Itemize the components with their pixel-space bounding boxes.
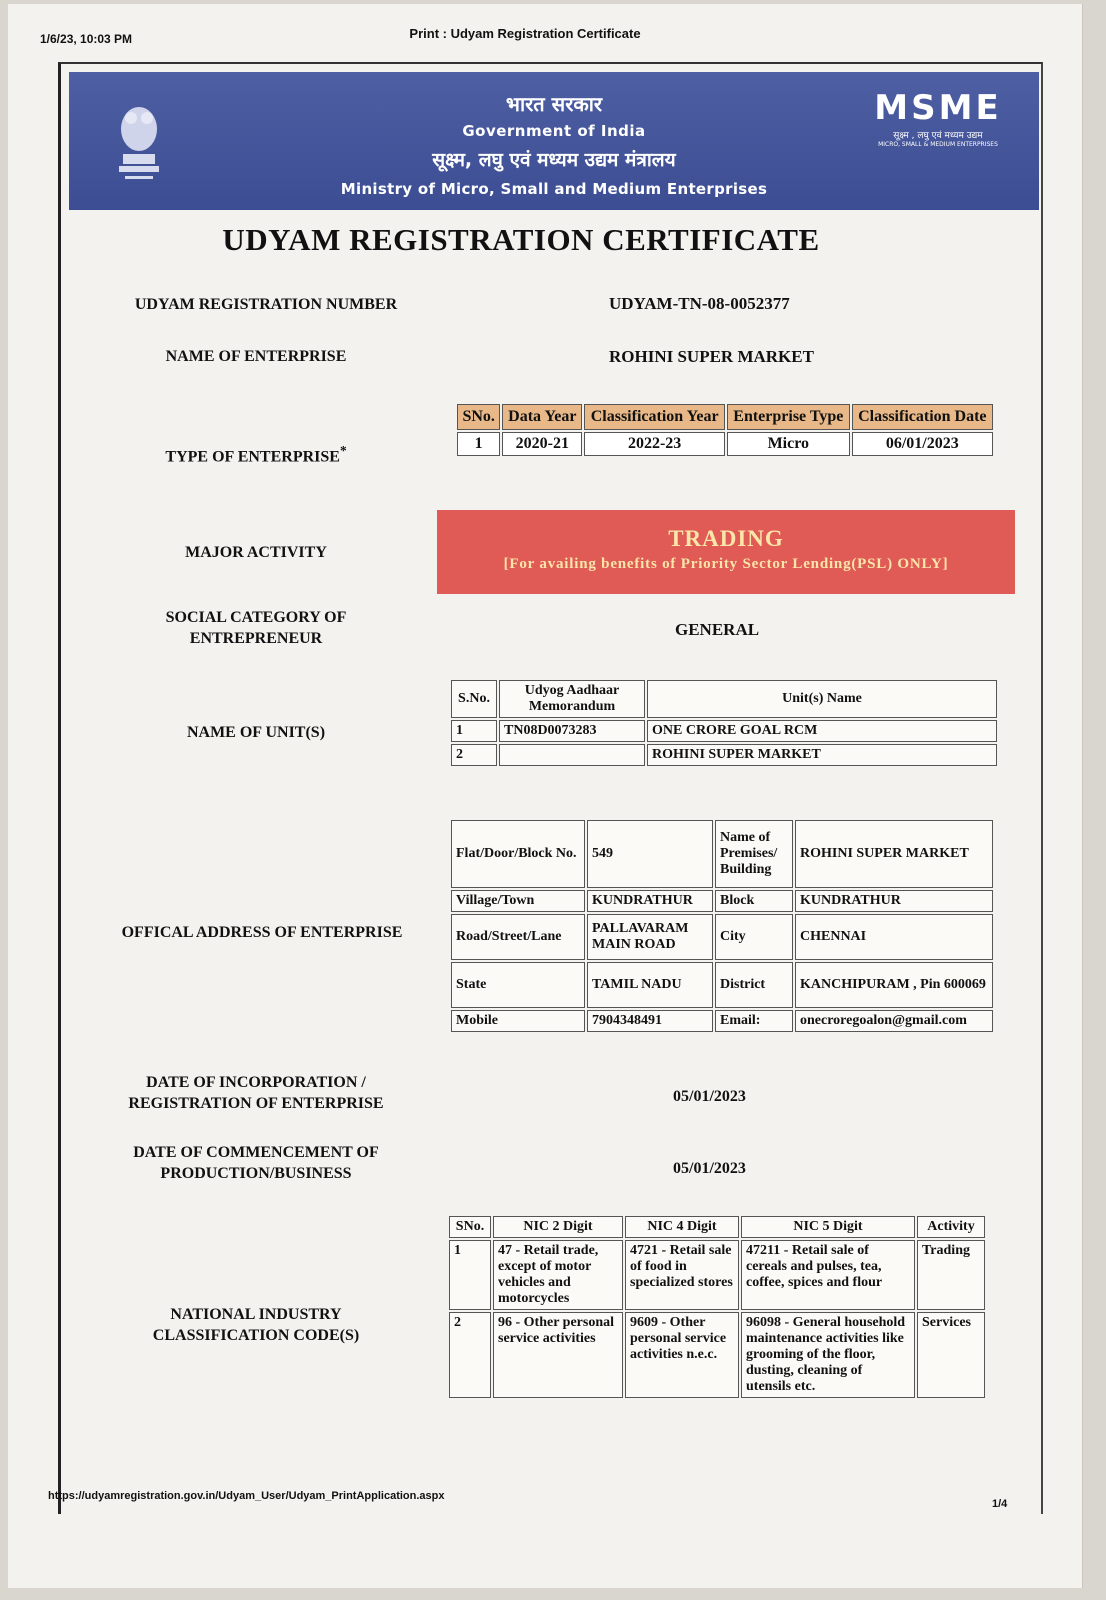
enterprise-name-value: ROHINI SUPER MARKET — [609, 347, 814, 366]
village-value: KUNDRATHUR — [587, 890, 713, 912]
table-row — [451, 720, 997, 742]
type-header-sno: SNo. — [457, 404, 500, 430]
incorporation-date: 05/01/2023 — [673, 1088, 746, 1105]
reg-number-label: UDYAM REGISTRATION NUMBER — [134, 296, 398, 313]
nic-header-sno: SNo. — [449, 1216, 491, 1238]
incorporation-label-line1: DATE OF INCORPORATION / — [146, 1074, 366, 1091]
msme-logo-hindi: सूक्ष्म , लघु एवं मध्यम उद्यम — [893, 131, 983, 141]
print-date: 1/6/23, 10:03 PM — [40, 32, 133, 46]
address-row-state — [451, 962, 993, 1008]
email-value: onecroregoalon@gmail.com — [795, 1010, 993, 1032]
nic-cell-2digit: 47 - Retail trade, except of motor vehicles and motorcycles — [493, 1240, 623, 1310]
mobile-value: 7904348491 — [587, 1010, 713, 1032]
email-label: Email: — [715, 1010, 793, 1032]
type-cell-classification-year: 2022-23 — [584, 432, 725, 456]
flat-label: Flat/Door/Block No. — [451, 820, 585, 888]
state-value: TAMIL NADU — [587, 962, 713, 1008]
incorporation-label-line2: REGISTRATION OF ENTERPRISE — [128, 1095, 384, 1112]
nic-cell-5digit: 47211 - Retail sale of cereals and pulses, tea, coffee, spices and flour — [741, 1240, 915, 1310]
block-value: KUNDRATHUR — [795, 890, 993, 912]
table-row — [449, 1240, 985, 1310]
major-activity-box — [437, 510, 1015, 594]
units-cell-memorandum: TN08D0073283 — [499, 720, 645, 742]
major-activity-label: MAJOR ACTIVITY — [185, 544, 327, 561]
nic-header-2digit: NIC 2 Digit — [493, 1216, 623, 1238]
units-table — [449, 678, 999, 768]
nic-header-4digit: NIC 4 Digit — [625, 1216, 739, 1238]
road-value: PALLAVARAM MAIN ROAD — [587, 914, 713, 960]
ministry-name: Ministry of Micro, Small and Medium Enterprises — [340, 180, 768, 198]
nic-cell-4digit: 9609 - Other personal service activities n.e.c. — [625, 1312, 739, 1398]
block-label: Block — [715, 890, 793, 912]
table-row — [449, 1312, 985, 1398]
incorporation-label — [91, 1072, 421, 1114]
social-category-label-line2: ENTREPRENEUR — [189, 630, 323, 647]
footer-url[interactable]: https://udyamregistration.gov.in/Udyam_User/Udyam_PrintApplication.aspx — [48, 1490, 445, 1502]
table-row — [451, 744, 997, 766]
commencement-label-line1: DATE OF COMMENCEMENT OF — [133, 1144, 379, 1161]
village-label: Village/Town — [451, 890, 585, 912]
nic-cell-4digit: 4721 - Retail sale of food in specialized stores — [625, 1240, 739, 1310]
address-row-flat — [451, 820, 993, 888]
enterprise-type-table — [455, 402, 995, 458]
address-row-road — [451, 914, 993, 960]
nic-label — [91, 1304, 421, 1346]
reg-number-value: UDYAM-TN-08-0052377 — [609, 294, 790, 313]
type-header-data-year: Data Year — [502, 404, 582, 430]
nic-label-line1: NATIONAL INDUSTRY — [170, 1306, 342, 1323]
page-number: 1/4 — [992, 1498, 1008, 1510]
commencement-label — [91, 1142, 421, 1184]
type-cell-sno: 1 — [457, 432, 500, 456]
type-cell-enterprise-type: Micro — [727, 432, 850, 456]
certificate-page — [8, 4, 1083, 1588]
units-header-name: Unit(s) Name — [647, 680, 997, 718]
district-value: KANCHIPURAM , Pin 600069 — [795, 962, 993, 1008]
units-cell-name: ROHINI SUPER MARKET — [647, 744, 997, 766]
nic-cell-5digit: 96098 - General household maintenance activities like grooming of the floor, dusting, cleaning of utensils etc. — [741, 1312, 915, 1398]
address-label: OFFICAL ADDRESS OF ENTERPRISE — [121, 924, 403, 941]
state-label: State — [451, 962, 585, 1008]
government-banner — [69, 72, 1039, 210]
units-cell-name: ONE CRORE GOAL RCM — [647, 720, 997, 742]
mobile-label: Mobile — [451, 1010, 585, 1032]
government-of-india: Government of India — [462, 122, 646, 140]
social-category-label-line1: SOCIAL CATEGORY OF — [165, 609, 347, 626]
units-cell-sno: 2 — [451, 744, 497, 766]
msme-logo-english: MICRO, SMALL & MEDIUM ENTERPRISES — [878, 141, 998, 148]
social-category-label — [91, 607, 421, 649]
type-table-row — [457, 432, 993, 456]
flat-value: 549 — [587, 820, 713, 888]
type-header-enterprise-type: Enterprise Type — [727, 404, 850, 430]
nic-header-row — [449, 1216, 985, 1238]
type-header-classification-year: Classification Year — [584, 404, 725, 430]
road-label: Road/Street/Lane — [451, 914, 585, 960]
nic-cell-activity: Services — [917, 1312, 985, 1398]
city-label: City — [715, 914, 793, 960]
nic-label-line2: CLASSIFICATION CODE(S) — [152, 1327, 360, 1344]
commencement-label-line2: PRODUCTION/BUSINESS — [160, 1165, 352, 1182]
msme-logo — [863, 90, 1013, 148]
social-category-value: GENERAL — [675, 620, 760, 639]
hindi-ministry: सूक्ष्म, लघु एवं मध्यम उद्यम मंत्रालय — [432, 149, 676, 171]
enterprise-name-label: NAME OF ENTERPRISE — [165, 348, 347, 365]
certificate-frame — [58, 62, 1043, 1514]
city-value: CHENNAI — [795, 914, 993, 960]
enterprise-type-label — [91, 440, 421, 467]
address-row-mobile — [451, 1010, 993, 1032]
major-activity-note: [For availing benefits of Priority Sector Lending(PSL) ONLY] — [503, 556, 949, 572]
type-header-classification-date: Classification Date — [852, 404, 993, 430]
premises-value: ROHINI SUPER MARKET — [795, 820, 993, 888]
hindi-government: भारत सरकार — [505, 92, 603, 116]
major-activity-value: TRADING — [668, 526, 784, 551]
commencement-date: 05/01/2023 — [673, 1160, 746, 1177]
type-table-header-row — [457, 404, 993, 430]
units-header-memorandum: Udyog Aadhaar Memorandum — [499, 680, 645, 718]
nic-table — [447, 1214, 987, 1400]
address-row-village — [451, 890, 993, 912]
units-header-sno: S.No. — [451, 680, 497, 718]
units-label: NAME OF UNIT(S) — [186, 724, 326, 741]
units-cell-sno: 1 — [451, 720, 497, 742]
enterprise-type-label-text: TYPE OF ENTERPRISE — [165, 448, 340, 466]
nic-header-activity: Activity — [917, 1216, 985, 1238]
print-title: Print : Udyam Registration Certificate — [409, 26, 641, 41]
nic-cell-sno: 1 — [449, 1240, 491, 1310]
certificate-title: UDYAM REGISTRATION CERTIFICATE — [222, 222, 820, 257]
units-header-row — [451, 680, 997, 718]
enterprise-type-asterisk: * — [339, 443, 347, 458]
premises-label: Name of Premises/ Building — [715, 820, 793, 888]
address-table — [449, 818, 995, 1034]
type-cell-data-year: 2020-21 — [502, 432, 582, 456]
msme-logo-word: MSME — [874, 88, 1002, 128]
units-cell-memorandum — [499, 744, 645, 766]
district-label: District — [715, 962, 793, 1008]
nic-cell-sno: 2 — [449, 1312, 491, 1398]
type-cell-classification-date: 06/01/2023 — [852, 432, 993, 456]
nic-cell-activity: Trading — [917, 1240, 985, 1310]
nic-header-5digit: NIC 5 Digit — [741, 1216, 915, 1238]
nic-cell-2digit: 96 - Other personal service activities — [493, 1312, 623, 1398]
